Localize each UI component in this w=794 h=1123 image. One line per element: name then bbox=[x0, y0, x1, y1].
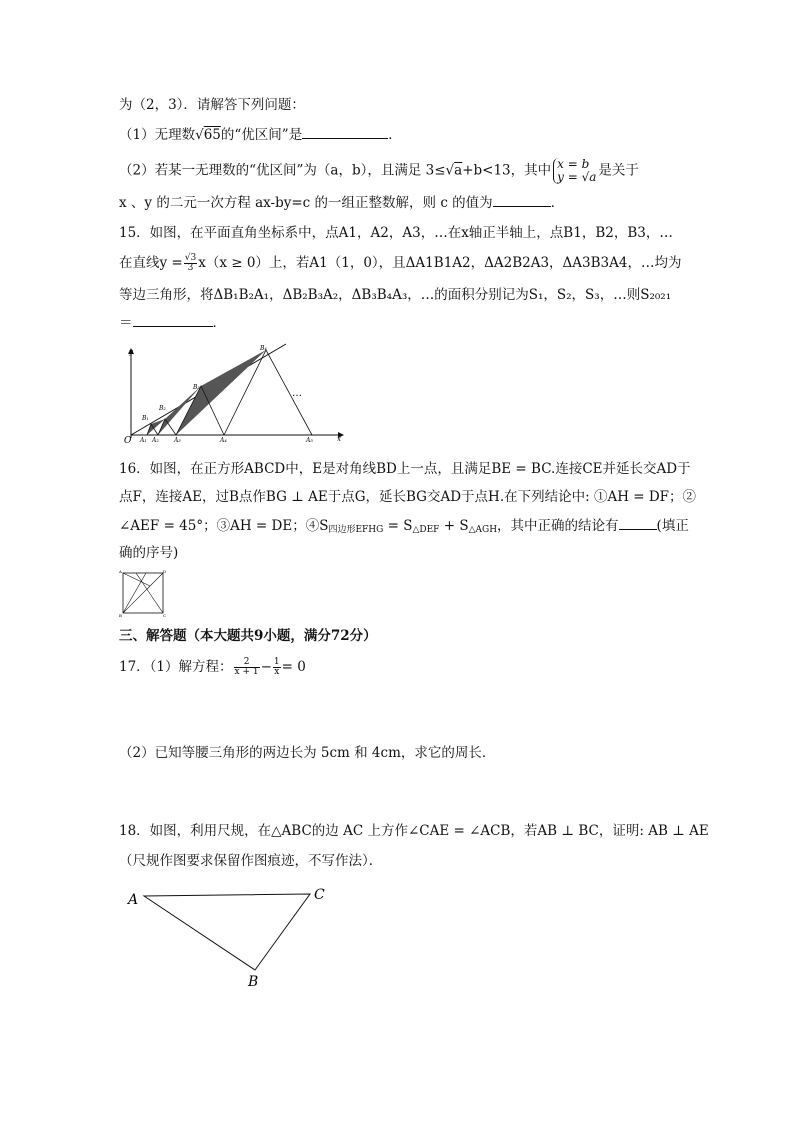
corner-d: D bbox=[163, 569, 167, 574]
p17-part-1 bbox=[119, 658, 306, 677]
q1-answer-blank[interactable] bbox=[302, 126, 388, 139]
vertex-b-label: B bbox=[248, 974, 259, 990]
p15-line-1: 15．如图，在平面直角坐标系中，点A1，A2，A3，…在x轴正半轴上，点B1，B2，B3，… bbox=[119, 225, 673, 241]
p16-line-2: 点F，连接AE，过B点作BG ⊥ AE于点G，延长BG交AD于点H.在下列结论中: ①AH = DF；② bbox=[119, 489, 697, 505]
question-1 bbox=[119, 126, 402, 144]
p16-sub-def: △DEF bbox=[412, 525, 440, 535]
p16-line3-b: = S bbox=[383, 518, 413, 534]
p15-line-4 bbox=[119, 314, 226, 332]
label-b3: B₃ bbox=[193, 384, 200, 391]
p17-minus: − bbox=[260, 659, 272, 675]
fraction-2-over-x-plus-1: $\frac{2}{x + 1}$ bbox=[234, 657, 259, 677]
p15-answer-blank[interactable] bbox=[133, 314, 213, 327]
q1-end: ． bbox=[388, 127, 402, 143]
p16-line3-d: ，其中正确的结论有 bbox=[497, 518, 619, 534]
p15-end: ． bbox=[212, 315, 226, 331]
label-a3: A₃ bbox=[174, 437, 181, 444]
label-a5: A₅ bbox=[306, 437, 313, 444]
sqrt-65: √65 bbox=[195, 127, 221, 143]
line-ce bbox=[136, 573, 163, 613]
intro-line: 为（2，3）．请解答下列问题： bbox=[119, 97, 305, 113]
ellipsis-label: … bbox=[292, 388, 302, 399]
q2-line2-text: x 、y 的二元一次方程 ax-by=c 的一组正整数解，则 c 的值为 bbox=[119, 195, 493, 211]
p17-part-2: （2）已知等腰三角形的两边长为 5cm 和 4cm，求它的周长． bbox=[119, 745, 496, 761]
p16-line-4: 确的序号) bbox=[119, 545, 179, 561]
diagonal-bd bbox=[123, 573, 163, 613]
equation-system: x = b y = √a bbox=[553, 158, 596, 184]
label-b2: B₂ bbox=[159, 405, 166, 412]
p15-line2-b: x（x ≥ 0）上，若A1（1，0），且ΔA1B1A2，ΔA2B2A3，ΔA3B3A4，…均为 bbox=[198, 255, 682, 271]
p17-label: 17．（1）解方程： bbox=[119, 659, 233, 675]
p18-line-1: 18．如图，利用尺规，在△ABC的边 AC 上方作∠CAE = ∠ACB，若AB ⊥ BC，证明: AB ⊥ AE bbox=[119, 823, 709, 839]
p15-line-3: 等边三角形，将ΔB₁B₂A₁，ΔB₂B₃A₂，ΔB₃B₄A₃，…的面积分别记为S₁，S₂，S₃，…则S₂₀₂₁ bbox=[119, 287, 672, 303]
corner-a: A bbox=[119, 569, 122, 574]
figure-18-triangle-abc bbox=[122, 882, 332, 992]
q1-text-b: 的“优区间”是 bbox=[220, 127, 303, 143]
vertex-a-label: A bbox=[128, 892, 139, 908]
figure-16-square-diagram bbox=[118, 568, 168, 618]
question-2-line-2 bbox=[119, 194, 564, 212]
shaded-triangle-3 bbox=[176, 350, 266, 435]
p16-line-1: 16．如图，在正方形ABCD中，E是对角线BD上一点，且满足BE = BC.连接CE并延长交AD于 bbox=[119, 461, 691, 477]
question-2: （2）若某一无理数的“优区间”为（a，b），且满足 3≤√a+b<13，其中 x = b y = √a 是关于 bbox=[119, 157, 639, 184]
corner-c: C bbox=[163, 613, 167, 618]
origin-label: O bbox=[124, 436, 132, 446]
y-axis-label: y bbox=[129, 348, 133, 356]
p18-line-2: （尺规作图要求保留作图痕迹，不写作法）． bbox=[119, 853, 383, 869]
label-a2: A₂ bbox=[152, 437, 159, 444]
line-ae bbox=[123, 573, 150, 586]
figure-15-coordinate-diagram bbox=[118, 340, 348, 446]
label-b1: B₁ bbox=[142, 415, 149, 422]
corner-b: B bbox=[119, 613, 122, 618]
line-bh bbox=[123, 573, 146, 613]
q2-sqrt-a: a bbox=[454, 162, 463, 179]
section-3-heading: 三、解答题（本大题共9小题，满分72分） bbox=[119, 628, 377, 644]
vertex-c-label: C bbox=[314, 887, 325, 903]
label-b4: B₄ bbox=[260, 345, 267, 352]
label-a1: A₁ bbox=[140, 437, 147, 444]
x-axis-label: x bbox=[337, 435, 341, 443]
p17-equals-zero: = 0 bbox=[281, 659, 306, 675]
p16-line-3 bbox=[119, 517, 689, 539]
q2-text-c: 是关于 bbox=[598, 162, 639, 179]
p16-line3-a: ∠AEF = 45°；③AH = DE；④S bbox=[119, 518, 329, 534]
p15-equals: ＝ bbox=[119, 315, 133, 331]
triangle-abc bbox=[144, 894, 310, 970]
p15-line2-a: 在直线y = bbox=[119, 255, 183, 271]
p16-answer-blank[interactable] bbox=[619, 517, 657, 530]
p16-line3-c: + S bbox=[439, 518, 469, 534]
p15-line-2 bbox=[119, 254, 682, 273]
q2-text-b: +b<13，其中 bbox=[462, 162, 552, 179]
fraction-sqrt3-over-3: $\frac{√3}{3}$ bbox=[184, 253, 197, 273]
q2-line2-end: ． bbox=[550, 195, 565, 211]
q2-text-a: （2）若某一无理数的“优区间”为（a，b），且满足 3≤ bbox=[119, 162, 446, 179]
q1-text-a: （1）无理数 bbox=[119, 127, 196, 143]
q2-answer-blank[interactable] bbox=[493, 194, 551, 207]
p16-sub-agh: △AGH bbox=[468, 525, 498, 535]
label-a4: A₄ bbox=[220, 437, 227, 444]
p16-sub-quad: 四边形EFHG bbox=[328, 525, 384, 535]
p16-line3-e: (填正 bbox=[656, 518, 689, 534]
fraction-1-over-x: $\frac{1}{x}$ bbox=[273, 657, 280, 677]
